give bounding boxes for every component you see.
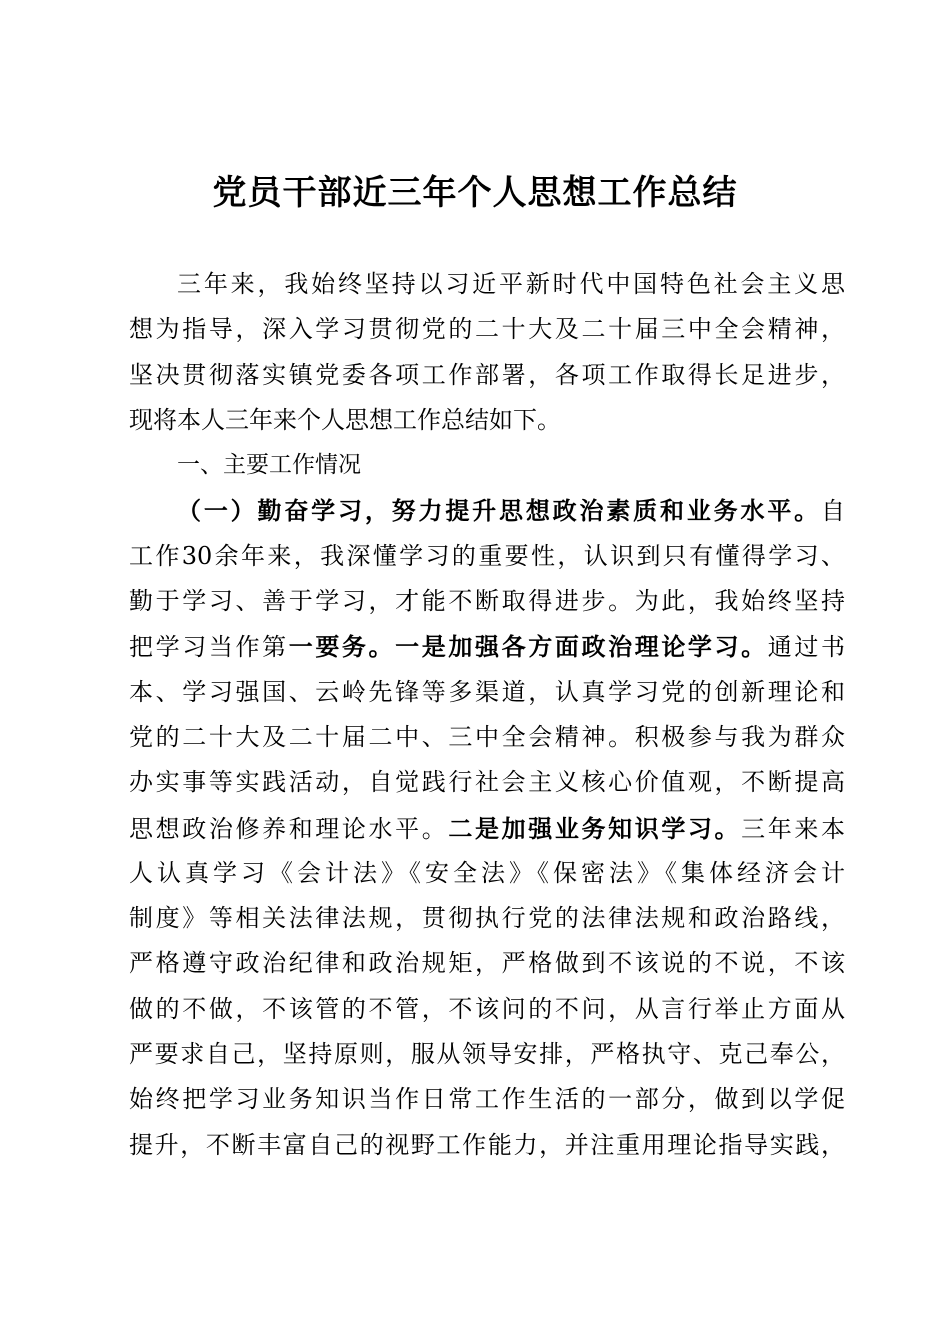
paragraph-line-6: 党的二十大及二十届二中、三中全会精神。积极参与我为群众 [129,722,845,751]
intro-line-1: 三年来，我始终坚持以习近平新时代中国特色社会主义思 [177,270,845,298]
document-title: 党员干部近三年个人思想工作总结 [212,173,738,213]
intro-line-2: 想为指导，深入学习贯彻党的二十大及二十届三中全会精神， [129,315,845,344]
paragraph-line-13: 严要求自己，坚持原则，服从领导安排，严格执守、克己奉公， [129,1040,845,1069]
paragraph-text: 把学习当作第 [129,633,289,662]
subsection-heading-study: （一）勤奋学习，努力提升思想政治素质和业务水平。 [177,496,821,526]
paragraph-line-12: 做的不做，不该管的不管，不该问的不问，从言行举止方面从 [129,994,845,1023]
paragraph-line-11: 严格遵守政治纪律和政治规矩，严格做到不该说的不说，不该 [129,949,845,978]
paragraph-line-8 [129,806,845,851]
section-heading-main-work: 一、主要工作情况 [177,452,361,479]
paragraph-text: 自 [821,497,845,526]
bold-point-business-knowledge: 二是加强业务知识学习。 [448,813,742,843]
paragraph-text: 通过书 [767,633,846,662]
paragraph-line-4 [129,624,845,669]
paragraph-line-14: 始终把学习业务知识当作日常工作生活的一部分，做到以学促 [129,1085,845,1114]
paragraph-line-1 [129,488,845,533]
bold-point-political-theory: 一要务。一是加强各方面政治理论学习。 [288,632,768,662]
document-body [129,262,845,1168]
paragraph-line-15: 提升，不断丰富自己的视野工作能力，并注重用理论指导实践， [129,1130,845,1159]
intro-line-3: 坚决贯彻落实镇党委各项工作部署，各项工作取得长足进步， [129,360,845,389]
paragraph-line-9: 人认真学习《会计法》《安全法》《保密法》《集体经济会计 [129,858,845,887]
paragraph-text: 三年来本 [741,814,846,843]
intro-line-4: 现将本人三年来个人思想工作总结如下。 [129,405,561,434]
paragraph-line-3: 勤于学习、善于学习，才能不断取得进步。为此，我始终坚持 [129,587,845,616]
paragraph-line-10: 制度》等相关法律法规，贯彻执行党的法律法规和政治路线， [129,904,845,933]
paragraph-line-7: 办实事等实践活动，自觉践行社会主义核心价值观，不断提高 [129,768,845,797]
paragraph-line-2: 工作30余年来，我深懂学习的重要性，认识到只有懂得学习、 [129,541,845,570]
paragraph-text: 思想政治修养和理论水平。 [129,814,449,843]
paragraph-line-5: 本、学习强国、云岭先锋等多渠道，认真学习党的创新理论和 [129,677,845,706]
